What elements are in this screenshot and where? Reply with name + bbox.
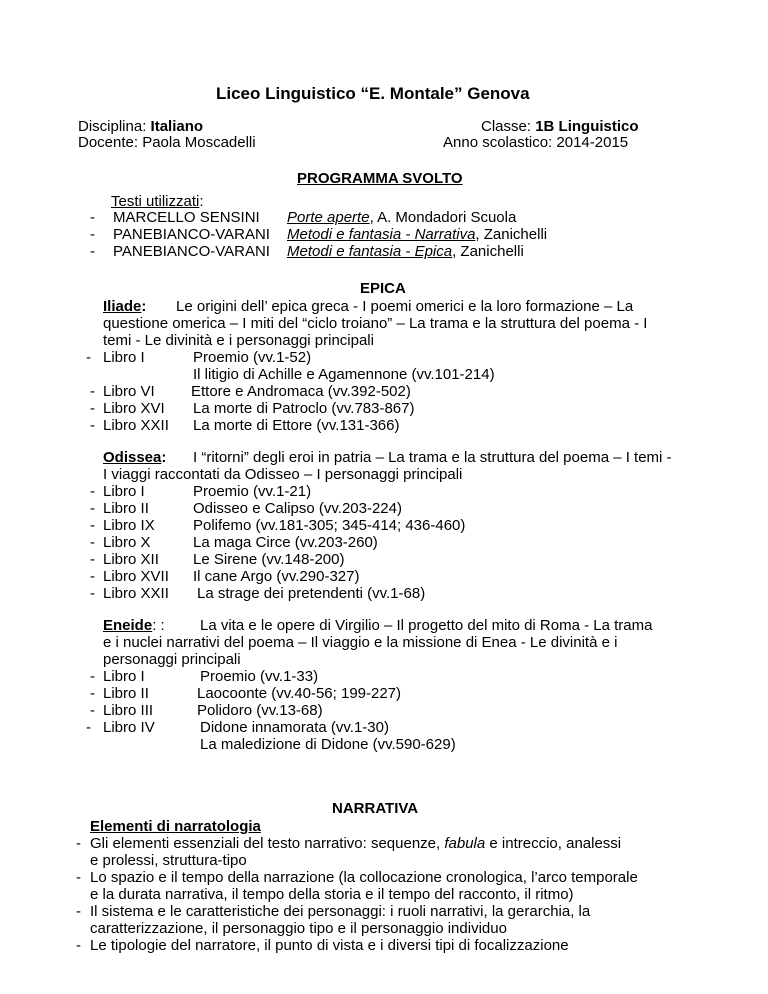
narrativa-item-2-line2: e la durata narrativa, il tempo della storia e il tempo del racconto, il ritmo) — [90, 886, 574, 903]
odissea-text-3: Polifemo (vv.181-305; 345-414; 436-460) — [193, 517, 466, 534]
testi-author-1: MARCELLO SENSINI — [113, 209, 260, 226]
testi-title-1: Porte aperte — [287, 209, 370, 226]
disciplina-value: Italiano — [150, 118, 204, 135]
testi-book-1 — [287, 209, 516, 227]
testi-book-3 — [287, 243, 524, 261]
eneide-desc-1: La vita e le opere di Virgilio – Il progetto del mito di Roma - La trama — [200, 617, 653, 634]
odissea-dash-5: - — [90, 551, 95, 568]
eneide-text-2: Laocoonte (vv.40-56; 199-227) — [197, 685, 402, 702]
narrativa-item-4-line1: Le tipologie del narratore, il punto di vista e i diversi tipi di focalizzazione — [90, 937, 569, 954]
school-title: Liceo Linguistico “E. Montale” Genova — [216, 84, 530, 103]
odissea-book-5: Libro XII — [103, 551, 159, 568]
odissea-text-2: Odisseo e Calipso (vv.203-224) — [193, 500, 402, 517]
iliade-desc-3: temi - Le divinità e i personaggi principali — [103, 332, 374, 349]
narrativa-dash-1: - — [76, 835, 81, 852]
eneide-book-3: Libro III — [103, 702, 154, 719]
odissea-colon: : — [161, 449, 167, 466]
iliade-extra-1: Il litigio di Achille e Agamennone (vv.101-214) — [193, 366, 495, 383]
testi-title-2: Metodi e fantasia - Narrativa — [287, 226, 476, 243]
narrativa-item-2-line1: Lo spazio e il tempo della narrazione (la collocazione cronologica, l’arco temporale — [90, 869, 638, 886]
anno-line: Anno scolastico: 2014-2015 — [443, 134, 629, 151]
narrativa-item-1-b: e intreccio, analessi — [485, 835, 622, 852]
iliade-dash-4: - — [90, 417, 95, 434]
testi-title-3: Metodi e fantasia - Epica — [287, 243, 453, 260]
narrativa-dash-4: - — [76, 937, 81, 954]
odissea-desc-2: I viaggi raccontati da Odisseo – I personaggi principali — [103, 466, 463, 483]
eneide-text-3: Polidoro (vv.13-68) — [197, 702, 323, 719]
narrativa-dash-3: - — [76, 903, 81, 920]
narrativa-item-3-line2: caratterizzazione, il personaggio tipo e il personaggio individuo — [90, 920, 507, 937]
narrativa-item-1-italic: fabula — [444, 835, 486, 852]
odissea-dash-3: - — [90, 517, 95, 534]
eneide-book-2: Libro II — [103, 685, 149, 702]
eneide-desc-2: e i nuclei narrativi del poema – Il viaggio e la missione di Enea - Le divinità e i — [103, 634, 618, 651]
odissea-title: Odissea — [103, 449, 162, 466]
odissea-book-1: Libro I — [103, 483, 145, 500]
eneide-dash-4: - — [86, 719, 91, 736]
odissea-dash-7: - — [90, 585, 95, 602]
narratologia-subheading: Elementi di narratologia — [90, 818, 261, 835]
iliade-text-3: La morte di Patroclo (vv.783-867) — [193, 400, 415, 417]
epica-heading: EPICA — [360, 280, 406, 297]
narrativa-heading: NARRATIVA — [332, 800, 419, 817]
eneide-text-1: Proemio (vv.1-33) — [200, 668, 319, 685]
narrativa-item-1-a: Gli elementi essenziali del testo narrativo: sequenze, — [90, 835, 445, 852]
iliade-desc-2: questione omerica – I miti del “ciclo troiano” – La trama e la struttura del poema - I — [103, 315, 648, 332]
eneide-book-4: Libro IV — [103, 719, 155, 736]
testi-heading-colon: : — [199, 193, 204, 210]
narrativa-item-1-line2: e prolessi, struttura-tipo — [90, 852, 247, 869]
iliade-dash-3: - — [90, 400, 95, 417]
odissea-text-5: Le Sirene (vv.148-200) — [193, 551, 345, 568]
iliade-dash-2: - — [90, 383, 95, 400]
testi-publisher-2: , Zanichelli — [475, 226, 548, 243]
classe-value: 1B Linguistico — [535, 118, 639, 135]
odissea-desc-1: I “ritorni” degli eroi in patria – La trama e la struttura del poema – I temi - — [193, 449, 672, 466]
odissea-book-4: Libro X — [103, 534, 151, 551]
narrativa-item-3-line1: Il sistema e le caratteristiche dei personaggi: i ruoli narrativi, la gerarchia, la — [90, 903, 591, 920]
docente-line: Docente: Paola Moscadelli — [78, 134, 256, 151]
odissea-text-1: Proemio (vv.1-21) — [193, 483, 312, 500]
odissea-label — [103, 449, 166, 467]
odissea-text-6: Il cane Argo (vv.290-327) — [193, 568, 360, 585]
odissea-book-6: Libro XVII — [103, 568, 169, 585]
eneide-extra-4: La maledizione di Didone (vv.590-629) — [200, 736, 456, 753]
iliade-desc-1: Le origini dell’ epica greca - I poemi omerici e la loro formazione – La — [176, 298, 634, 315]
iliade-text-2: Ettore e Andromaca (vv.392-502) — [191, 383, 411, 400]
odissea-book-7: Libro XXII — [103, 585, 169, 602]
eneide-desc-3: personaggi principali — [103, 651, 241, 668]
testi-dash-2: - — [90, 226, 95, 243]
testi-dash-1: - — [90, 209, 95, 226]
odissea-text-7: La strage dei pretendenti (vv.1-68) — [197, 585, 426, 602]
disciplina-label: Disciplina: — [78, 118, 147, 135]
testi-author-3: PANEBIANCO-VARANI — [113, 243, 270, 260]
odissea-text-4: La maga Circe (vv.203-260) — [193, 534, 378, 551]
odissea-book-2: Libro II — [103, 500, 149, 517]
odissea-dash-2: - — [90, 500, 95, 517]
testi-book-2 — [287, 226, 547, 244]
iliade-label — [103, 298, 146, 316]
iliade-book-1: Libro I — [103, 349, 145, 366]
odissea-book-3: Libro IX — [103, 517, 155, 534]
testi-dash-3: - — [90, 243, 95, 260]
iliade-colon: : — [141, 298, 147, 315]
iliade-text-1: Proemio (vv.1-52) — [193, 349, 312, 366]
narrativa-dash-2: - — [76, 869, 81, 886]
iliade-book-3: Libro XVI — [103, 400, 165, 417]
eneide-title: Eneide — [103, 617, 153, 634]
testi-publisher-3: , Zanichelli — [452, 243, 524, 260]
eneide-book-1: Libro I — [103, 668, 145, 685]
eneide-text-4: Didone innamorata (vv.1-30) — [200, 719, 389, 736]
classe-label: Classe: — [481, 118, 532, 135]
eneide-dash-3: - — [90, 702, 95, 719]
iliade-text-4: La morte di Ettore (vv.131-366) — [193, 417, 400, 434]
eneide-dash-2: - — [90, 685, 95, 702]
iliade-dash-1: - — [86, 349, 91, 366]
iliade-book-2: Libro VI — [103, 383, 155, 400]
iliade-title: Iliade — [103, 298, 142, 315]
eneide-dash-1: - — [90, 668, 95, 685]
odissea-dash-6: - — [90, 568, 95, 585]
testi-heading-text: Testi utilizzati — [111, 193, 200, 210]
programma-title: PROGRAMMA SVOLTO — [297, 170, 463, 187]
testi-author-2: PANEBIANCO-VARANI — [113, 226, 270, 243]
eneide-label — [103, 617, 165, 635]
testi-publisher-1: , A. Mondadori Scuola — [369, 209, 517, 226]
eneide-colon: : : — [152, 617, 165, 634]
odissea-dash-4: - — [90, 534, 95, 551]
iliade-book-4: Libro XXII — [103, 417, 169, 434]
narrativa-item-1-line1 — [90, 835, 621, 853]
odissea-dash-1: - — [90, 483, 95, 500]
